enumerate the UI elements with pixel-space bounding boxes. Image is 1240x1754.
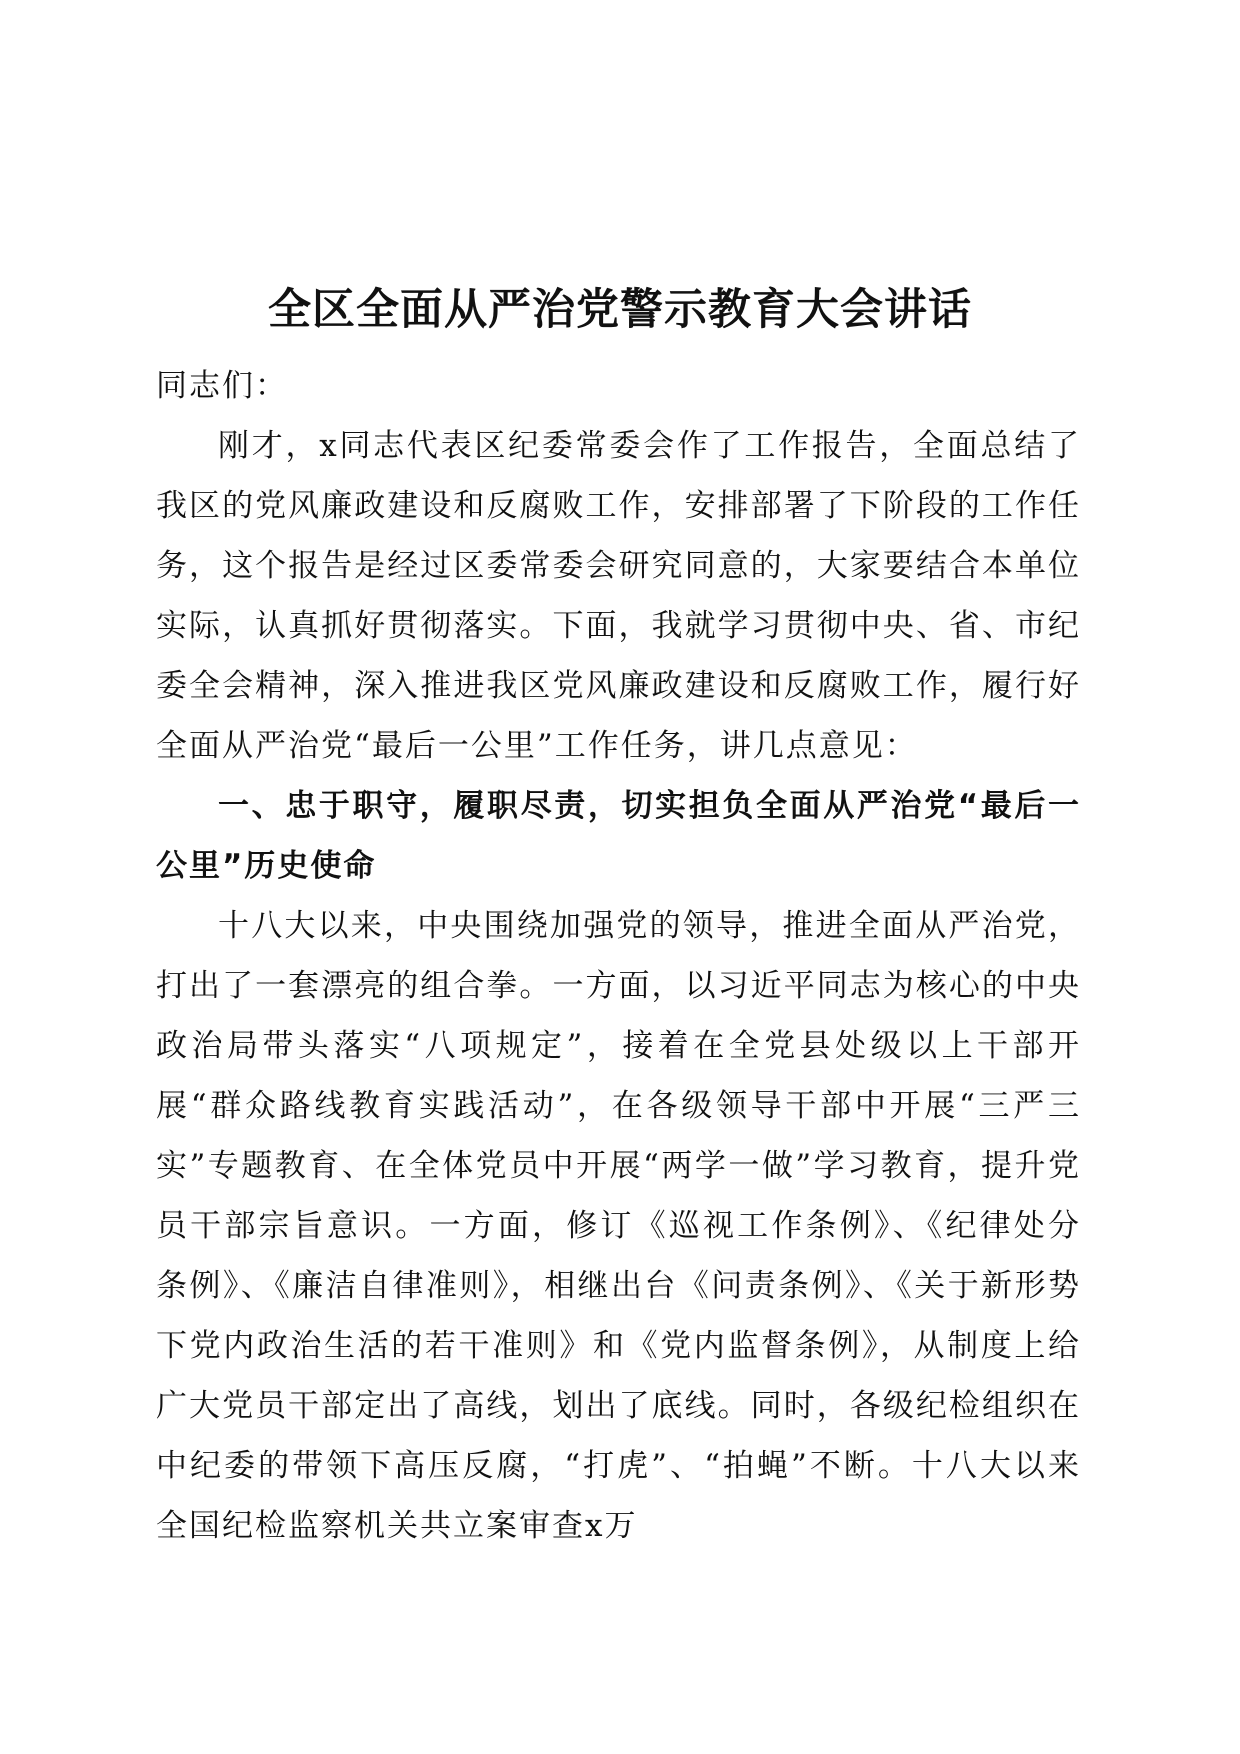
document-body	[156, 356, 1081, 1556]
section-heading: 一、忠于职守，履职尽责，切实担负全面从严治党“最后一公里”历史使命	[156, 788, 1081, 884]
intro-paragraph: 刚才，x同志代表区纪委常委会作了工作报告，全面总结了我区的党风廉政建设和反腐败工作，安排部署了下阶段的工作任务，这个报告是经过区委常委会研究同意的，大家要结合本单位实际，认真抓好贯彻落实。下面，我就学习贯彻中央、省、市纪委全会精神，深入推进我区党风廉政建设和反腐败工作，履行好全面从严治党“最后一公里”工作任务，讲几点意见：	[156, 428, 1081, 764]
salutation: 同志们：	[156, 368, 288, 404]
section-paragraph: 十八大以来，中央围绕加强党的领导，推进全面从严治党，打出了一套漂亮的组合拳。一方面，以习近平同志为核心的中央政治局带头落实“八项规定”，接着在全党县处级以上干部开展“群众路线教育实践活动”，在各级领导干部中开展“三严三实”专题教育、在全体党员中开展“两学一做”学习教育，提升党员干部宗旨意识。一方面，修订《巡视工作条例》、《纪律处分条例》、《廉洁自律准则》，相继出台《问责条例》、《关于新形势下党内政治生活的若干准则》和《党内监督条例》，从制度上给广大党员干部定出了高线，划出了底线。同时，各级纪检组织在中纪委的带领下高压反腐，“打虎”、“拍蝇”不断。十八大以来全国纪检监察机关共立案审查x万	[156, 908, 1081, 1544]
document-title: 全区全面从严治党警示教育大会讲话	[268, 285, 972, 335]
